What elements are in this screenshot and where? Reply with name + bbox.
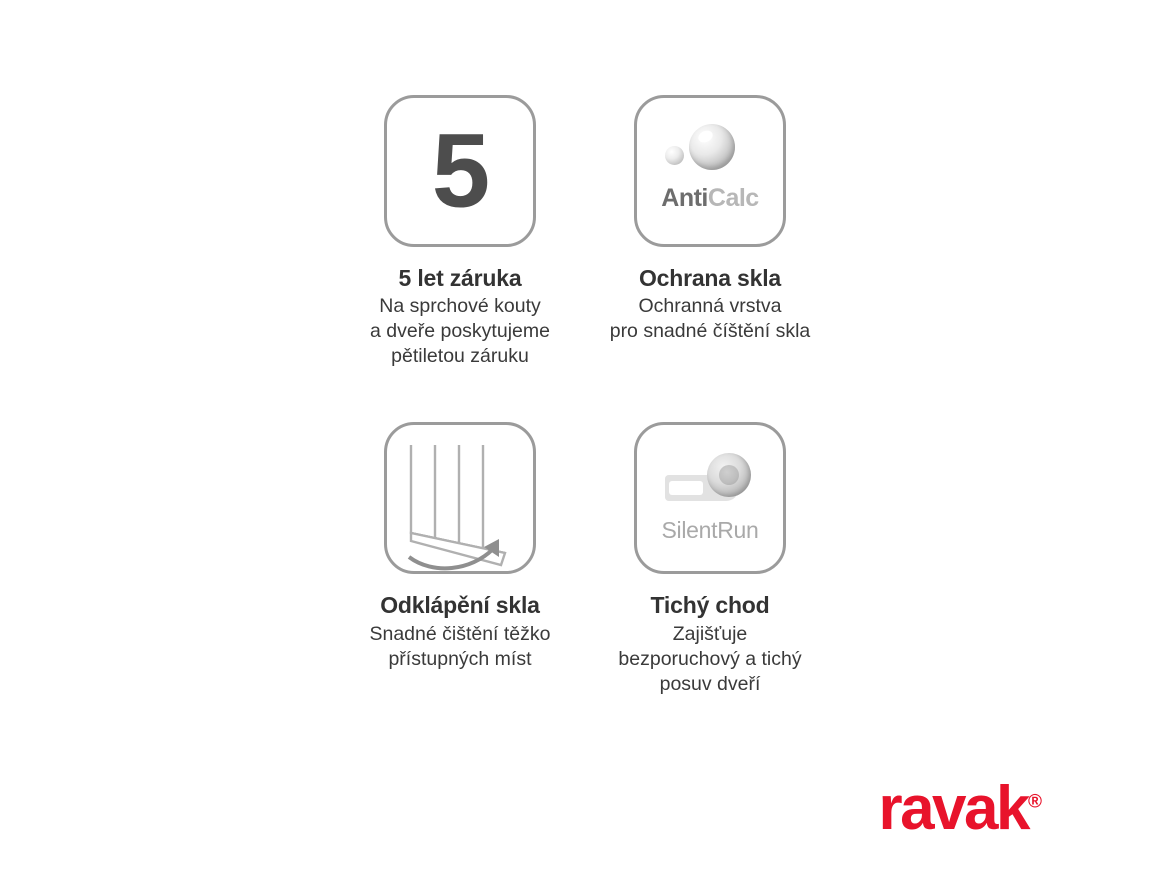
feature-description [369,622,550,672]
tilting-glass-icon [387,425,536,574]
number-5-icon: 5 [431,112,489,230]
feature-card-glass-protection [585,95,835,369]
feature-description-line: pro snadné číštění skla [609,320,811,343]
feature-description-line: Ochranná vrstva [638,295,782,318]
feature-title: Tichý chod [650,592,770,619]
anticalc-wordmark [661,184,758,213]
feature-description-line: Zajišťuje [672,622,748,645]
anticalc-wordmark-anti: Anti [661,184,708,212]
feature-description-line: bezporuchový a tichý [618,647,802,670]
silentrun-wordmark: SilentRun [661,517,759,544]
trademark-symbol: ® [1028,791,1042,813]
roller-wheel-icon [655,453,765,511]
feature-description-line: pětiletou záruku [391,345,529,368]
feature-description [610,294,811,344]
feature-description-line: a dveře poskytujeme [370,320,550,343]
feature-description-line: Snadné čištění těžko [369,622,551,645]
small-droplet-shape [665,146,684,165]
feature-card-silent-run [585,422,835,696]
feature-description [618,622,801,697]
features-grid [335,95,835,697]
brand-logo-text: ravak [878,774,1028,843]
feature-description [370,294,550,369]
brand-logo [878,774,1042,843]
feature-icon-tile [384,422,536,574]
feature-card-tilting-glass [335,422,585,696]
feature-title: 5 let záruka [398,265,522,291]
silentrun-roller-icon [637,453,783,544]
anticalc-wordmark-calc: Calc [707,184,759,212]
feature-description-line: Na sprchové kouty [379,295,541,318]
anticalc-droplets-icon [637,120,783,213]
feature-card-warranty [335,95,585,369]
feature-icon-tile [634,422,786,574]
feature-title: Ochrana skla [638,265,782,291]
water-droplets-icon [655,120,765,182]
feature-description-line: přístupných míst [388,647,532,670]
large-droplet-shape [689,124,735,170]
feature-description-line: posuv dveří [659,672,761,695]
feature-icon-tile [384,95,536,247]
feature-title: Odklápění skla [380,592,540,619]
feature-icon-tile [634,95,786,247]
roller-wheel-shape [707,453,751,497]
